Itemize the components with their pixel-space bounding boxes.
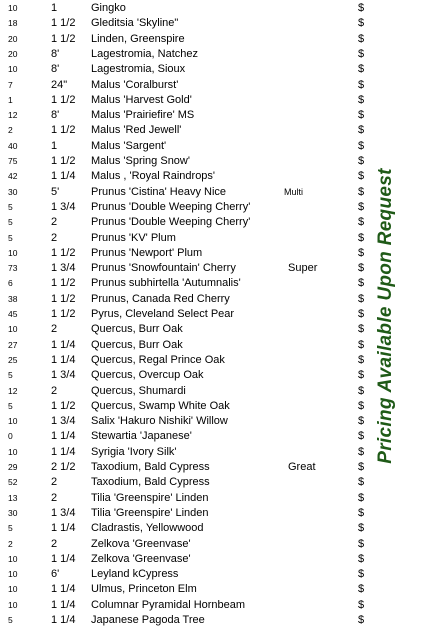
size-cell: 8' (51, 63, 60, 76)
plant-name-cell: Malus 'Prairiefire' MS (91, 109, 195, 122)
quantity-cell: 0 (8, 431, 13, 442)
table-row (0, 521, 421, 536)
plant-name-cell: Malus , 'Royal Raindrops' (91, 170, 216, 183)
price-cell: $ (358, 93, 365, 106)
size-cell: 6' (51, 568, 60, 581)
table-row (0, 78, 421, 93)
table-row (0, 154, 421, 169)
plant-name-cell: Lagestromia, Natchez (91, 47, 198, 60)
price-cell: $ (358, 522, 365, 535)
quantity-cell: 13 (8, 492, 18, 503)
pricing-banner: Pricing Available Upon Request (375, 168, 396, 464)
table-row (0, 108, 421, 123)
size-cell: 1 1/2 (51, 155, 76, 167)
quantity-cell: 1 (8, 94, 13, 105)
price-cell: $ (358, 476, 365, 489)
price-cell: $ (358, 308, 365, 320)
size-cell: 1 1/4 (51, 430, 76, 443)
quantity-cell: 7 (8, 79, 13, 90)
price-cell: $ (358, 506, 365, 519)
size-cell: 1 3/4 (51, 200, 76, 213)
price-cell: $ (358, 78, 365, 91)
plant-name-cell: Prunus, Canada Red Cherry (91, 292, 230, 305)
price-cell: $ (358, 353, 365, 366)
plant-name-cell: Pyrus, Cleveland Select Pear (91, 308, 235, 320)
table-row (0, 292, 421, 307)
table-row (0, 567, 421, 582)
price-cell: $ (358, 445, 365, 458)
quantity-cell: 10 (8, 416, 18, 427)
quantity-cell: 5 (8, 400, 13, 411)
table-row (0, 139, 421, 154)
table-row (0, 32, 421, 47)
size-cell: 8' (51, 109, 60, 122)
table-row (0, 93, 421, 108)
quantity-cell: 10 (8, 247, 18, 258)
size-cell: 1 1/2 (51, 246, 76, 259)
note-cell: Great (288, 461, 316, 473)
plant-name-cell: Zelkova 'Greenvase' (91, 537, 191, 550)
size-cell: 1 1/4 (51, 583, 76, 596)
size-cell: 1 1/4 (51, 598, 76, 611)
table-row (0, 414, 421, 429)
plant-name-cell: Quercus, Swamp White Oak (91, 399, 230, 412)
size-cell: 1 1/4 (51, 552, 76, 565)
table-row (0, 276, 421, 291)
size-cell: 2 (51, 323, 58, 336)
quantity-cell: 27 (8, 339, 18, 350)
price-cell: $ (358, 63, 365, 76)
size-cell: 1 3/4 (51, 262, 76, 275)
table-row (0, 338, 421, 353)
size-cell: 1 1/2 (51, 292, 76, 305)
plant-name-cell: Salix 'Hakuro Nishiki' Willow (91, 415, 228, 428)
plant-name-cell: Quercus, Shumardi (91, 384, 186, 397)
size-cell: 2 (51, 476, 58, 489)
quantity-cell: 2 (8, 538, 13, 549)
price-cell: $ (358, 598, 365, 611)
plant-name-cell: Prunus subhirtella 'Autumnalis' (91, 277, 241, 290)
quantity-cell: 5 (8, 232, 13, 243)
quantity-cell: 30 (8, 507, 18, 518)
note-cell: Super (288, 262, 318, 275)
size-cell: 1 3/4 (51, 506, 76, 519)
size-cell: 1 1/4 (51, 445, 76, 458)
price-cell: $ (358, 552, 365, 565)
quantity-cell: 10 (8, 553, 18, 564)
plant-name-cell: Cladrastis, Yellowwood (91, 522, 204, 535)
plant-name-cell: Prunus 'Newport' Plum (91, 246, 203, 259)
price-cell: $ (358, 323, 365, 336)
table-row (0, 506, 421, 521)
quantity-cell: 5 (8, 523, 13, 534)
table-row (0, 598, 421, 613)
size-cell: 1 (51, 139, 58, 152)
table-row (0, 491, 421, 506)
price-cell: $ (358, 338, 365, 351)
plant-name-cell: Lagestromia, Sioux (91, 63, 186, 76)
plant-name-cell: Japanese Pagoda Tree (91, 614, 205, 626)
table-row (0, 200, 421, 215)
table-row (0, 246, 421, 261)
price-cell: $ (358, 155, 365, 167)
quantity-cell: 10 (8, 64, 18, 75)
plant-name-cell: Quercus, Overcup Oak (91, 369, 204, 382)
plant-name-cell: Malus 'Coralburst' (91, 78, 179, 91)
plant-name-cell: Syrigia 'Ivory Silk' (91, 445, 177, 458)
quantity-cell: 52 (8, 477, 18, 488)
size-cell: 1 1/4 (51, 353, 76, 366)
quantity-cell: 10 (8, 584, 18, 595)
table-row (0, 185, 421, 200)
plant-name-cell: Quercus, Burr Oak (91, 338, 183, 351)
size-cell: 24" (51, 78, 68, 91)
table-row (0, 123, 421, 138)
size-cell: 1 1/2 (51, 17, 76, 30)
quantity-cell: 20 (8, 33, 18, 44)
table-row (0, 475, 421, 490)
plant-name-cell: Malus 'Harvest Gold' (91, 93, 192, 106)
price-cell: $ (358, 384, 365, 397)
price-cell: $ (358, 568, 365, 581)
price-cell: $ (358, 139, 365, 152)
size-cell: 1 1/4 (51, 614, 76, 626)
quantity-cell: 12 (8, 385, 18, 396)
size-cell: 1 1/2 (51, 32, 76, 45)
size-cell: 8' (51, 47, 60, 60)
price-cell: $ (358, 369, 365, 382)
price-cell: $ (358, 537, 365, 550)
table-row (0, 62, 421, 77)
plant-name-cell: Gingko (91, 2, 126, 14)
quantity-cell: 40 (8, 140, 18, 151)
price-cell: $ (358, 415, 365, 428)
price-cell: $ (358, 430, 365, 443)
plant-name-cell: Prunus 'KV' Plum (91, 231, 176, 244)
quantity-cell: 45 (8, 309, 18, 319)
plant-name-cell: Malus 'Spring Snow' (91, 155, 190, 167)
price-cell: $ (358, 47, 365, 60)
quantity-cell: 10 (8, 446, 18, 457)
plant-name-cell: Columnar Pyramidal Hornbeam (91, 598, 246, 611)
size-cell: 5' (51, 185, 60, 198)
price-cell: $ (358, 216, 365, 229)
price-cell: $ (358, 32, 365, 45)
quantity-cell: 10 (8, 569, 18, 580)
price-cell: $ (358, 2, 365, 14)
size-cell: 1 (51, 2, 58, 14)
table-row (0, 445, 421, 460)
table-row (0, 582, 421, 597)
plant-name-cell: Quercus, Burr Oak (91, 323, 183, 336)
price-cell: $ (358, 262, 365, 275)
table-row (0, 460, 421, 475)
size-cell: 2 (51, 231, 58, 244)
size-cell: 2 (51, 384, 58, 397)
plant-name-cell: Prunus 'Snowfountain' Cherry (91, 262, 236, 275)
price-cell: $ (358, 231, 365, 244)
price-cell: $ (358, 292, 365, 305)
plant-name-cell: Malus 'Red Jewell' (91, 124, 182, 137)
quantity-cell: 10 (8, 599, 18, 610)
price-cell: $ (358, 109, 365, 122)
table-row (0, 552, 421, 567)
price-cell: $ (358, 124, 365, 137)
quantity-cell: 5 (8, 615, 13, 625)
quantity-cell: 5 (8, 370, 13, 381)
price-cell: $ (358, 583, 365, 596)
quantity-cell: 29 (8, 462, 18, 472)
size-cell: 1 1/2 (51, 277, 76, 290)
size-cell: 1 1/2 (51, 399, 76, 412)
quantity-cell: 12 (8, 110, 18, 121)
table-row (0, 261, 421, 276)
table-row (0, 1, 421, 16)
size-cell: 1 1/4 (51, 338, 76, 351)
plant-name-cell: Prunus 'Double Weeping Cherry' (91, 216, 251, 229)
plant-name-cell: Quercus, Regal Prince Oak (91, 353, 225, 366)
quantity-cell: 75 (8, 156, 18, 166)
table-row (0, 399, 421, 414)
quantity-cell: 5 (8, 201, 13, 212)
price-cell: $ (358, 399, 365, 412)
plant-name-cell: Taxodium, Bald Cypress (91, 476, 210, 489)
size-cell: 1 1/2 (51, 308, 76, 320)
table-row (0, 47, 421, 62)
size-cell: 1 1/2 (51, 124, 76, 137)
price-cell: $ (358, 200, 365, 213)
table-row (0, 307, 421, 322)
plant-name-cell: Taxodium, Bald Cypress (91, 461, 210, 473)
plant-name-cell: Tilia 'Greenspire' Linden (91, 491, 209, 504)
table-row (0, 215, 421, 230)
quantity-cell: 18 (8, 18, 18, 29)
table-row (0, 429, 421, 444)
price-cell: $ (358, 491, 365, 504)
quantity-cell: 73 (8, 263, 18, 274)
plant-name-cell: Leyland kCypress (91, 568, 179, 581)
quantity-cell: 5 (8, 217, 13, 228)
size-cell: 2 (51, 216, 58, 229)
price-cell: $ (358, 614, 365, 626)
price-cell: $ (358, 461, 365, 473)
note-cell: Multi (284, 186, 304, 197)
size-cell: 2 (51, 491, 58, 504)
size-cell: 1 1/2 (51, 93, 76, 106)
table-row (0, 384, 421, 399)
table-row (0, 537, 421, 552)
quantity-cell: 2 (8, 125, 13, 136)
price-cell: $ (358, 185, 365, 198)
table-row (0, 613, 421, 628)
quantity-cell: 42 (8, 171, 18, 182)
quantity-cell: 38 (8, 293, 18, 304)
price-cell: $ (358, 17, 365, 30)
plant-name-cell: Linden, Greenspire (91, 32, 185, 45)
size-cell: 1 1/4 (51, 522, 76, 535)
size-cell: 2 1/2 (51, 461, 76, 473)
price-cell: $ (358, 170, 365, 183)
quantity-cell: 25 (8, 354, 18, 365)
plant-name-cell: Ulmus, Princeton Elm (91, 583, 197, 596)
price-cell: $ (358, 246, 365, 259)
quantity-cell: 6 (8, 278, 13, 289)
table-row (0, 169, 421, 184)
plant-name-cell: Stewartia 'Japanese' (91, 430, 192, 443)
table-row (0, 368, 421, 383)
size-cell: 2 (51, 537, 58, 550)
plant-name-cell: Prunus 'Double Weeping Cherry' (91, 200, 251, 213)
price-cell: $ (358, 277, 365, 290)
size-cell: 1 3/4 (51, 415, 76, 428)
plant-name-cell: Gleditsia 'Skyline" (91, 17, 179, 30)
size-cell: 1 1/4 (51, 170, 76, 183)
plant-name-cell: Zelkova 'Greenvase' (91, 552, 191, 565)
size-cell: 1 3/4 (51, 369, 76, 382)
plant-name-cell: Malus 'Sargent' (91, 139, 167, 152)
quantity-cell: 10 (8, 3, 18, 13)
quantity-cell: 30 (8, 186, 18, 197)
table-row (0, 16, 421, 31)
quantity-cell: 10 (8, 324, 18, 335)
plant-name-cell: Prunus 'Cistina' Heavy Nice (91, 185, 227, 198)
plant-name-cell: Tilia 'Greenspire' Linden (91, 506, 209, 519)
table-row (0, 322, 421, 337)
table-row (0, 353, 421, 368)
table-row (0, 231, 421, 246)
quantity-cell: 20 (8, 48, 18, 59)
